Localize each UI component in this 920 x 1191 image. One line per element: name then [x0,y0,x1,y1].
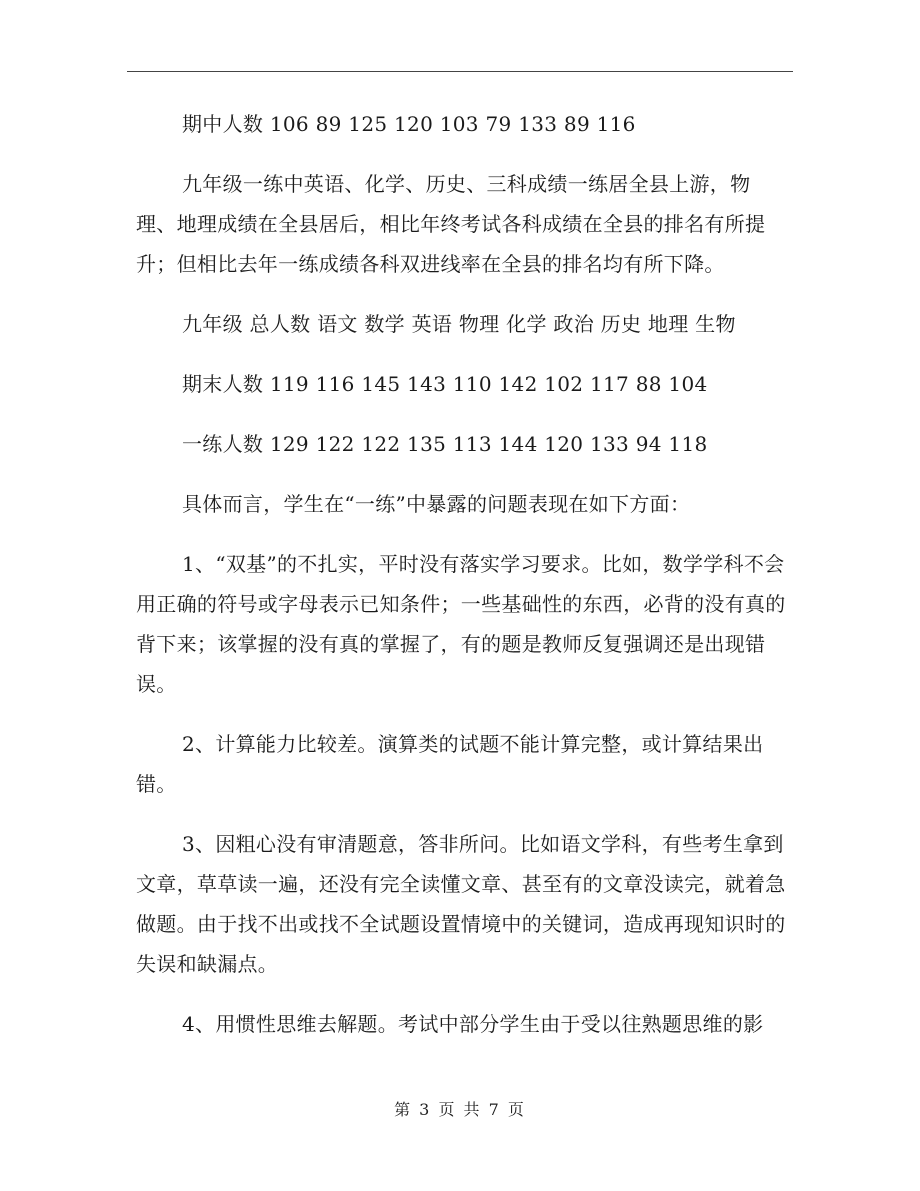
paragraph-final-counts: 期末人数 119 116 145 143 110 142 102 117 88 104 [182,372,708,396]
document-body [136,104,786,1064]
paragraph-problem-2: 2、计算能力比较差。演算类的试题不能计算完整，或计算结果出错。 [136,732,764,796]
paragraph-first-mock-counts: 一练人数 129 122 122 135 113 144 120 133 94 118 [182,432,708,456]
paragraph-problems-intro: 具体而言，学生在“一练”中暴露的问题表现在如下方面： [182,492,691,516]
paragraph-summary: 九年级一练中英语、化学、历史、三科成绩一练居全县上游，物理、地理成绩在全县居后，相比年终考试各科成绩在全县的排名有所提升；但相比去年一练成绩各科双进线率在全县的排名均有所下降。 [136,172,766,276]
paragraph-problem-1: 1、“双基”的不扎实，平时没有落实学习要求。比如，数学学科不会用正确的符号或字母表示已知条件；一些基础性的东西，必背的没有真的背下来；该掌握的没有真的掌握了，有的题是教师反复强调还是出现错误。 [136,552,786,696]
paragraph-subject-header: 九年级 总人数 语文 数学 英语 物理 化学 政治 历史 地理 生物 [182,312,736,336]
paragraph-problem-3: 3、因粗心没有审清题意，答非所问。比如语文学科，有些考生拿到文章，草草读一遍，还没有完全读懂文章、甚至有的文章没读完，就着急做题。由于找不出或找不全试题设置情境中的关键词，造成再现知识时的失误和缺漏点。 [136,832,786,976]
paragraph-problem-4: 4、用惯性思维去解题。考试中部分学生由于受以往熟题思维的影 [182,1012,764,1036]
header-rule [127,71,793,72]
paragraph-midterm-counts: 期中人数 106 89 125 120 103 79 133 89 116 [182,112,636,136]
page-number-footer: 第 3 页 共 7 页 [394,1100,526,1119]
